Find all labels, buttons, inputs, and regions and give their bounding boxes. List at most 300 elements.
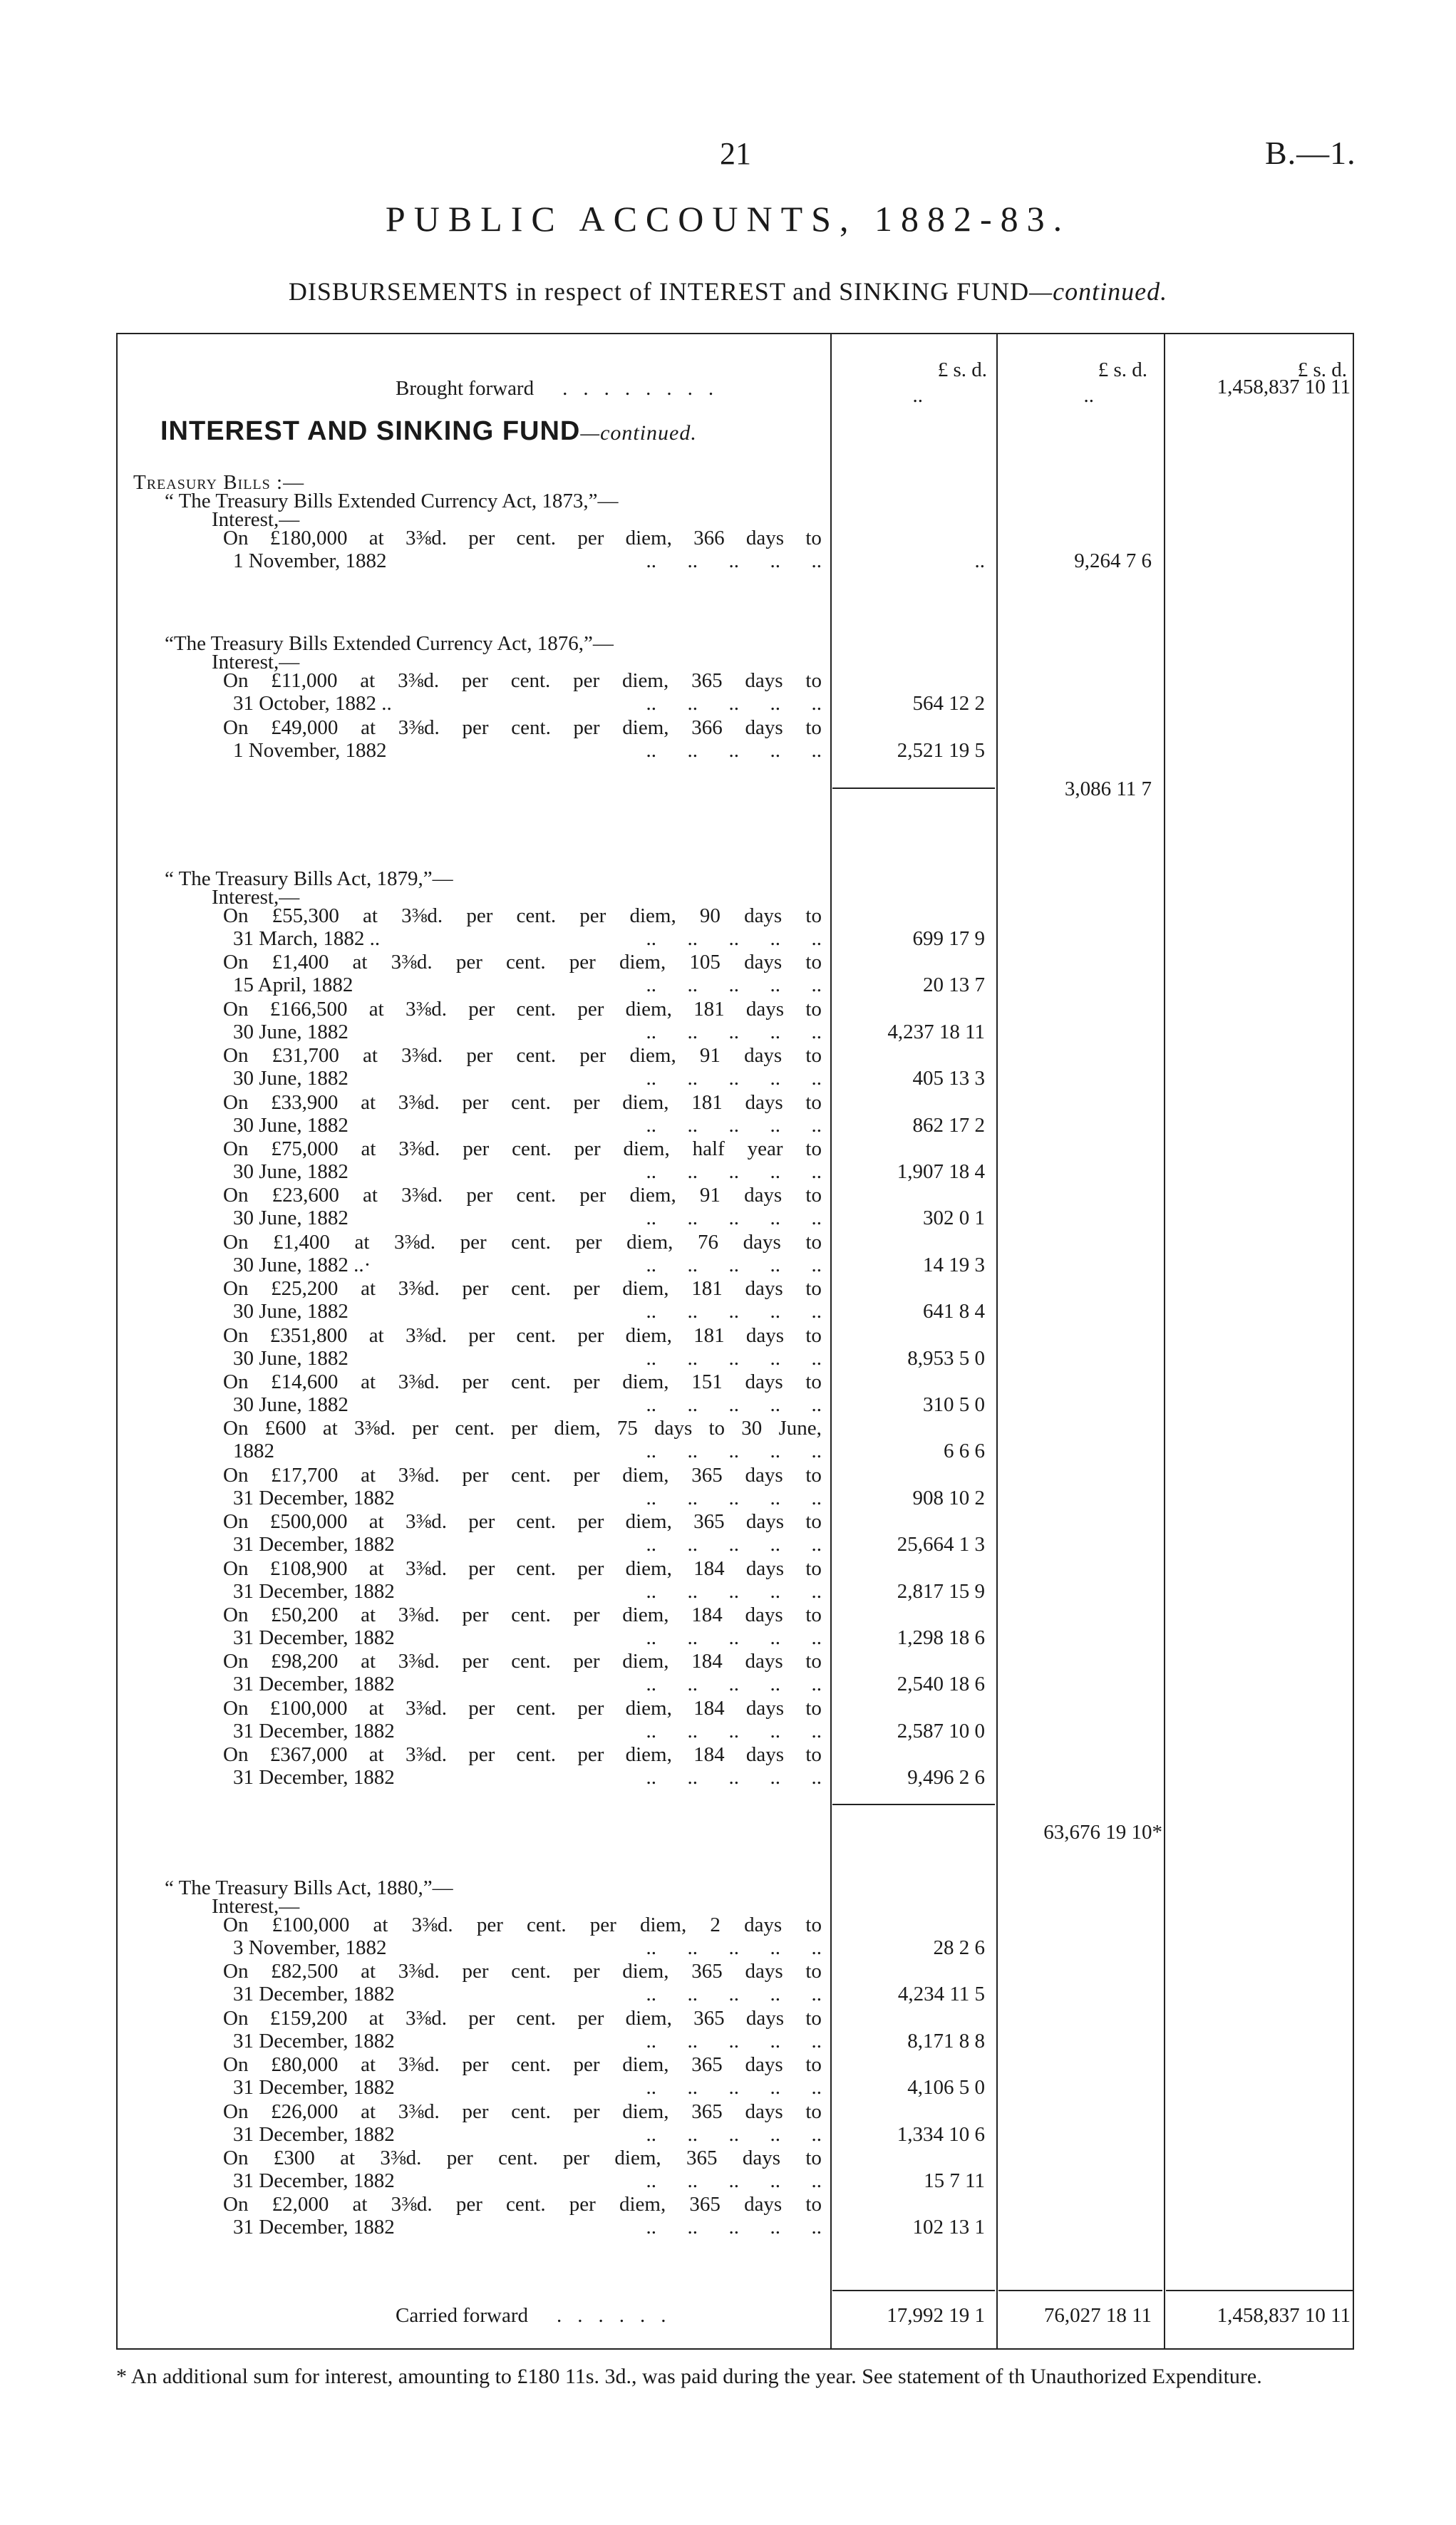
line-item-date: 1 November, 1882 (233, 549, 387, 572)
description-word: 105 (689, 951, 721, 974)
line-item-description (223, 527, 822, 549)
line-item-description (223, 2007, 822, 2030)
leader-dots: .. .. .. .. .. (646, 1253, 822, 1276)
description-word: to (805, 1604, 822, 1626)
line-item-date: 31 December, 1882 (233, 2076, 395, 2100)
description-word: £300 (273, 2147, 315, 2169)
description-word: per (579, 1044, 606, 1068)
description-word: days (745, 1370, 783, 1393)
description-word: 3⅜d. (354, 1417, 396, 1440)
description-word: per (462, 1650, 489, 1673)
carried-forward-col1: 17,992 19 1 (887, 2304, 985, 2327)
description-word: diem, (622, 669, 669, 692)
description-word: cent. (516, 1696, 557, 1720)
description-word: at (363, 1044, 378, 1068)
description-word: £367,000 (269, 1743, 348, 1767)
description-word: On (223, 904, 249, 927)
description-word: per (468, 527, 495, 549)
description-word: diem, (622, 716, 669, 739)
line-item-date: 30 June, 1882 ..· (233, 1253, 371, 1276)
description-word: diem, (622, 1370, 669, 1393)
line-item-amount: 310 5 0 (923, 1393, 985, 1416)
line-item-description (223, 669, 822, 692)
line-item-description (223, 1557, 822, 1580)
line-item-date: 31 December, 1882 (233, 1673, 395, 1696)
description-word: at (368, 1696, 384, 1720)
leader-dots: .. .. .. .. .. (646, 2216, 822, 2239)
line-item-date: 30 June, 1882 (233, 1160, 348, 1183)
line-item-description (223, 1044, 822, 1067)
line-item-date: 30 June, 1882 (233, 1113, 348, 1137)
line-item-date: 31 December, 1882 (233, 1533, 395, 1556)
description-word: days (742, 2147, 781, 2169)
line-item-date: 31 December, 1882 (233, 1983, 395, 2006)
col2-header: £ s. d. (1098, 358, 1147, 381)
description-word: days (744, 1044, 783, 1068)
description-word: diem, (625, 1556, 672, 1580)
act-1880-title: “ The Treasury Bills Act, 1880,”— (165, 1876, 453, 1899)
carried-forward-rule-col1 (832, 2290, 995, 2291)
description-word: per (461, 669, 488, 692)
description-word: £82,500 (271, 1960, 339, 1983)
line-item-amount: 9,496 2 6 (907, 1766, 985, 1790)
line-item-description (223, 2193, 822, 2216)
description-word: per (462, 716, 489, 739)
description-word: per (511, 1417, 538, 1440)
description-word: £80,000 (271, 2053, 339, 2077)
line-item-date: 30 June, 1882 (233, 1207, 348, 1230)
line-item-amount: 1,298 18 6 (897, 1626, 985, 1649)
description-word: at (361, 2053, 376, 2077)
description-word: per (579, 904, 606, 927)
line-item-amount: 20 13 7 (923, 974, 985, 997)
description-word: cent. (516, 1743, 557, 1767)
description-word: diem, (554, 1417, 601, 1440)
description-word: at (352, 951, 368, 974)
leader-dots: .. .. .. .. .. (646, 1579, 822, 1603)
description-word: 366 (693, 527, 725, 549)
line-item-date: 3 November, 1882 (233, 1936, 387, 1959)
line-item-amount: 564 12 2 (912, 692, 985, 715)
leader-dots: .. .. .. .. .. (646, 2169, 822, 2192)
line-item-description (223, 1091, 822, 1114)
leader-dots: .. .. .. .. .. (646, 1533, 822, 1556)
description-word: days (745, 1323, 785, 1347)
description-word: £55,300 (272, 904, 339, 927)
line-item-date: 31 December, 1882 (233, 2216, 395, 2239)
description-word: diem, (622, 1650, 669, 1673)
description-word: 365 (689, 2193, 721, 2216)
description-word: On (223, 1090, 249, 1114)
line-item-amount: 862 17 2 (912, 1113, 985, 1137)
description-word: per (573, 1960, 600, 1983)
description-word: 91 (699, 1044, 721, 1068)
description-word: at (361, 716, 376, 739)
footnote: * An additional sum for interest, amounting to £180 11s. 3d., was paid during the year. See statement of th Unauthorized Expenditure. (116, 2365, 1262, 2388)
description-word: cent. (511, 1090, 551, 1114)
line-item-date: 15 April, 1882 (233, 974, 353, 997)
description-word: 3⅜d. (398, 1650, 440, 1673)
description-word: On (223, 1510, 249, 1534)
description-word: 365 (693, 2006, 725, 2030)
description-word: per (573, 1370, 600, 1393)
line-item-date: 31 December, 1882 (233, 1719, 395, 1742)
description-word: cent. (511, 2100, 551, 2123)
column-divider-2 (996, 334, 998, 2348)
description-word: per (455, 951, 482, 974)
description-word: On (223, 1370, 249, 1393)
line-item-amount: 641 8 4 (923, 1300, 985, 1323)
description-word: days (745, 1510, 785, 1534)
line-item-amount: 2,540 18 6 (897, 1673, 985, 1696)
description-word: per (468, 2006, 495, 2030)
description-word: cent. (512, 1137, 552, 1160)
line-item-amount: 102 13 1 (912, 2216, 985, 2239)
description-word: cent. (506, 2193, 546, 2216)
line-item-date: 31 October, 1882 .. (233, 692, 392, 715)
page-title: PUBLIC ACCOUNTS, 1882-83. (385, 199, 1071, 239)
description-word: diem, (629, 1184, 676, 1207)
description-word: 365 (691, 669, 723, 692)
description-word: per (466, 904, 493, 927)
description-word: per (569, 2193, 596, 2216)
description-word: diem, (629, 1044, 676, 1068)
description-word: per (573, 1650, 600, 1673)
description-word: 3⅜d. (398, 1370, 440, 1393)
description-word: at (322, 1417, 338, 1440)
line-item-description (223, 1650, 822, 1673)
description-word: at (340, 2147, 356, 2169)
description-word: days (743, 1230, 781, 1254)
description-word: 184 (693, 1556, 725, 1580)
description-word: £49,000 (271, 716, 339, 739)
description-word: £17,700 (271, 1463, 339, 1487)
description-word: per (579, 1184, 606, 1207)
description-word: £23,600 (272, 1184, 339, 1207)
description-word: diem, (622, 1463, 669, 1487)
description-word: per (589, 1914, 616, 1936)
ledger-table (116, 333, 1354, 2350)
line-item-amount: 1,907 18 4 (897, 1160, 985, 1183)
description-word: to (805, 2053, 822, 2077)
description-word: to (805, 997, 822, 1021)
description-word: £600 (264, 1417, 306, 1440)
line-item-date: 30 June, 1882 (233, 1067, 348, 1090)
description-word: to (805, 1650, 822, 1673)
line-item-date: 1 November, 1882 (233, 739, 387, 762)
leader-dots: .. .. .. .. .. (646, 1766, 822, 1790)
description-word: days (745, 997, 785, 1021)
line-item-description (223, 2100, 822, 2123)
description-word: On (223, 669, 249, 692)
description-word: cent. (527, 1914, 567, 1936)
description-word: £166,500 (269, 997, 348, 1021)
description-word: at (361, 1604, 376, 1626)
description-word: 366 (691, 716, 723, 739)
line-item-amount: 699 17 9 (912, 927, 985, 950)
description-word: 151 (691, 1370, 723, 1393)
description-word: 3⅜d. (398, 1960, 440, 1983)
description-word: On (223, 1277, 249, 1301)
description-word: 3⅜d. (398, 1463, 440, 1487)
description-word: On (223, 1696, 249, 1720)
description-word: at (361, 1960, 376, 1983)
line-item-amount: 2,817 15 9 (897, 1579, 985, 1603)
description-word: at (368, 1323, 384, 1347)
line-item-description (223, 1324, 822, 1347)
description-word: cent. (516, 904, 557, 927)
description-word: 181 (691, 1277, 723, 1301)
description-word: days (745, 716, 783, 739)
brought-forward-col2: .. (1083, 384, 1094, 407)
description-word: cent. (511, 716, 551, 739)
description-word: per (573, 1277, 600, 1301)
description-word: to (805, 2006, 822, 2030)
description-word: 365 (691, 2100, 723, 2123)
page-number: 21 (720, 136, 751, 171)
description-word: per (462, 1463, 489, 1487)
col1-header: £ s. d. (937, 358, 987, 381)
description-word: 365 (693, 1510, 725, 1534)
line-item-amount: 28 2 6 (933, 1936, 985, 1959)
description-word: per (573, 716, 600, 739)
description-word: per (462, 1370, 489, 1393)
description-word: cent. (516, 527, 557, 549)
description-word: cent. (498, 2147, 538, 2169)
carried-forward-rule-col2 (998, 2290, 1162, 2291)
description-word: £500,000 (269, 1510, 348, 1534)
line-item-description (223, 1960, 822, 1983)
description-word: per (455, 2193, 482, 2216)
description-word: 3⅜d. (398, 2100, 440, 2123)
leader-dots: .. .. .. .. .. (646, 1983, 822, 2006)
description-word: On (223, 1556, 249, 1580)
description-word: 184 (693, 1743, 725, 1767)
description-word: diem, (622, 2053, 669, 2077)
description-word: 181 (691, 1090, 723, 1114)
description-word: at (361, 2100, 376, 2123)
leader-dots: .. .. .. .. .. (646, 1346, 822, 1370)
description-word: cent. (511, 1650, 551, 1673)
description-word: per (563, 2147, 590, 2169)
line-item-date: 30 June, 1882 (233, 1346, 348, 1370)
description-word: to (805, 1510, 822, 1534)
leader-dots: .. .. .. .. .. (646, 1160, 822, 1183)
description-word: days (744, 1914, 783, 1936)
description-word: per (468, 997, 495, 1021)
act-1873-title: “ The Treasury Bills Extended Currency Act, 1873,”— (165, 490, 619, 512)
description-word: On (223, 1323, 249, 1347)
line-item-amount: 4,106 5 0 (907, 2076, 985, 2100)
description-word: to (805, 1044, 822, 1068)
description-word: cent. (511, 1463, 551, 1487)
description-word: to (708, 1417, 726, 1440)
act-1876-interest-label: Interest,— (212, 651, 300, 673)
description-word: per (462, 2053, 489, 2077)
line-item-description (223, 1370, 822, 1393)
description-word: cent. (511, 1370, 551, 1393)
description-word: 3⅜d. (405, 997, 447, 1021)
description-word: per (462, 1960, 489, 1983)
description-word: 3⅜d. (405, 1323, 447, 1347)
line-item-description (223, 1137, 822, 1160)
description-word: diem, (622, 2100, 669, 2123)
line-item-amount: 908 10 2 (912, 1486, 985, 1509)
description-word: cent. (516, 1556, 557, 1580)
description-word: to (805, 1184, 822, 1207)
description-word: diem, (639, 1914, 687, 1936)
description-word: days (745, 2100, 783, 2123)
description-word: £1,400 (273, 1230, 330, 1254)
description-word: 3⅜d. (405, 527, 447, 549)
description-word: per (577, 1323, 604, 1347)
description-word: £100,000 (272, 1914, 350, 1936)
line-item-date: 30 June, 1882 (233, 1020, 348, 1043)
description-word: diem, (629, 904, 676, 927)
description-word: 184 (691, 1650, 723, 1673)
description-word: cent. (516, 1323, 557, 1347)
description-word: On (223, 1417, 249, 1440)
description-word: 3⅜d. (398, 669, 440, 692)
subtitle-suffix: —continued. (1029, 277, 1168, 306)
line-item-amount: 1,334 10 6 (897, 2122, 985, 2146)
description-word: cent. (506, 951, 546, 974)
description-word: per (476, 1914, 503, 1936)
line-item-date: 31 March, 1882 .. (233, 927, 381, 950)
description-word: at (363, 1184, 378, 1207)
description-word: 3⅜d. (405, 1696, 447, 1720)
description-word: to (805, 1090, 822, 1114)
description-word: 3⅜d. (398, 1137, 440, 1160)
page-subtitle (0, 277, 1456, 306)
line-item-col2-amount: 9,264 7 6 (1074, 549, 1152, 572)
act-1876-title: “The Treasury Bills Extended Currency Act, 1876,”— (165, 632, 614, 655)
description-word: £180,000 (269, 527, 348, 549)
line-item-date: 30 June, 1882 (233, 1300, 348, 1323)
description-word: £75,000 (271, 1137, 339, 1160)
description-word: per (573, 1090, 600, 1114)
description-word: 75 (616, 1417, 638, 1440)
description-word: On (223, 997, 249, 1021)
description-word: to (805, 1230, 822, 1254)
description-word: per (412, 1417, 439, 1440)
line-item-amount: 2,521 19 5 (897, 739, 985, 762)
line-item-date: 31 December, 1882 (233, 2122, 395, 2146)
description-word: 3⅜d. (398, 1090, 440, 1114)
description-word: cent. (455, 1417, 495, 1440)
description-word: 3⅜d. (398, 2053, 440, 2077)
description-word: at (368, 1510, 384, 1534)
line-item-amount: .. (974, 549, 985, 572)
line-item-amount: 4,237 18 11 (887, 1020, 985, 1043)
line-item-amount: 8,171 8 8 (907, 2029, 985, 2052)
leader-dots: .. .. .. .. .. (646, 1486, 822, 1509)
description-word: £25,200 (271, 1277, 339, 1301)
description-word: 365 (686, 2147, 718, 2169)
description-word: diem, (622, 1277, 669, 1301)
description-word: per (573, 2053, 600, 2077)
line-item-amount: 25,664 1 3 (897, 1533, 985, 1556)
description-word: at (363, 904, 378, 927)
description-word: 3⅜d. (411, 1914, 453, 1936)
col3-header: £ s. d. (1297, 358, 1347, 381)
leader-dots: .. .. .. .. .. (646, 1673, 822, 1696)
description-word: per (577, 1556, 604, 1580)
description-word: per (573, 2100, 600, 2123)
line-item-amount: 405 13 3 (912, 1067, 985, 1090)
description-word: days (745, 1556, 785, 1580)
description-word: to (805, 2147, 822, 2169)
leader-dots: .. .. .. .. .. (646, 1020, 822, 1043)
line-item-description (223, 951, 822, 974)
description-word: On (223, 2006, 249, 2030)
description-word: days (745, 1604, 783, 1626)
description-word: £26,000 (271, 2100, 339, 2123)
description-word: cent. (516, 1184, 557, 1207)
description-word: 3⅜d. (405, 1743, 447, 1767)
description-word: per (462, 1604, 489, 1626)
act-1876-subtotal: 3,086 11 7 (1064, 778, 1152, 800)
line-item-description (223, 1743, 822, 1766)
description-word: per (468, 1510, 495, 1534)
description-word: days (745, 1650, 783, 1673)
description-word: at (373, 1914, 388, 1936)
description-word: On (223, 2193, 249, 2216)
leader-dots: .. .. .. .. .. (646, 974, 822, 997)
column-divider-3 (1164, 334, 1165, 2348)
description-word: to (805, 2193, 822, 2216)
description-word: days (745, 669, 783, 692)
description-word: at (361, 1090, 376, 1114)
line-item-date: 31 December, 1882 (233, 2029, 395, 2052)
description-word: On (223, 1960, 249, 1983)
line-item-description (223, 1417, 822, 1440)
description-word: On (223, 951, 249, 974)
description-word: diem, (622, 1604, 669, 1626)
description-word: days (745, 1743, 785, 1767)
leader-dots: .. .. .. .. .. (646, 1067, 822, 1090)
description-word: diem, (614, 2147, 661, 2169)
line-item-date: 31 December, 1882 (233, 1766, 395, 1790)
line-item-description (223, 1231, 822, 1254)
description-word: 3⅜d. (401, 1044, 443, 1068)
carried-forward-col3: 1,458,837 10 11 (1217, 2304, 1351, 2327)
description-word: 365 (691, 2053, 723, 2077)
description-word: £11,000 (271, 669, 338, 692)
description-word: to (805, 1914, 822, 1936)
description-word: 91 (699, 1184, 721, 1207)
act-1880-interest-label: Interest,— (212, 1895, 300, 1918)
description-word: diem, (619, 2193, 666, 2216)
description-word: £159,200 (269, 2006, 348, 2030)
description-word: 184 (693, 1696, 725, 1720)
description-word: £100,000 (269, 1696, 348, 1720)
leader-dots: .. .. .. .. .. (646, 549, 822, 572)
description-word: cent. (511, 1230, 551, 1254)
leader-dots: .. .. .. .. .. (646, 739, 822, 762)
description-word: cent. (511, 2053, 551, 2077)
description-word: On (223, 527, 249, 549)
description-word: at (368, 527, 384, 549)
description-word: per (463, 1137, 490, 1160)
description-word: 365 (691, 1463, 723, 1487)
description-word: 181 (693, 1323, 725, 1347)
description-word: per (462, 1277, 489, 1301)
description-word: cent. (511, 1604, 551, 1626)
description-word: diem, (625, 1510, 672, 1534)
description-word: days (745, 1696, 785, 1720)
description-word: at (361, 1277, 376, 1301)
